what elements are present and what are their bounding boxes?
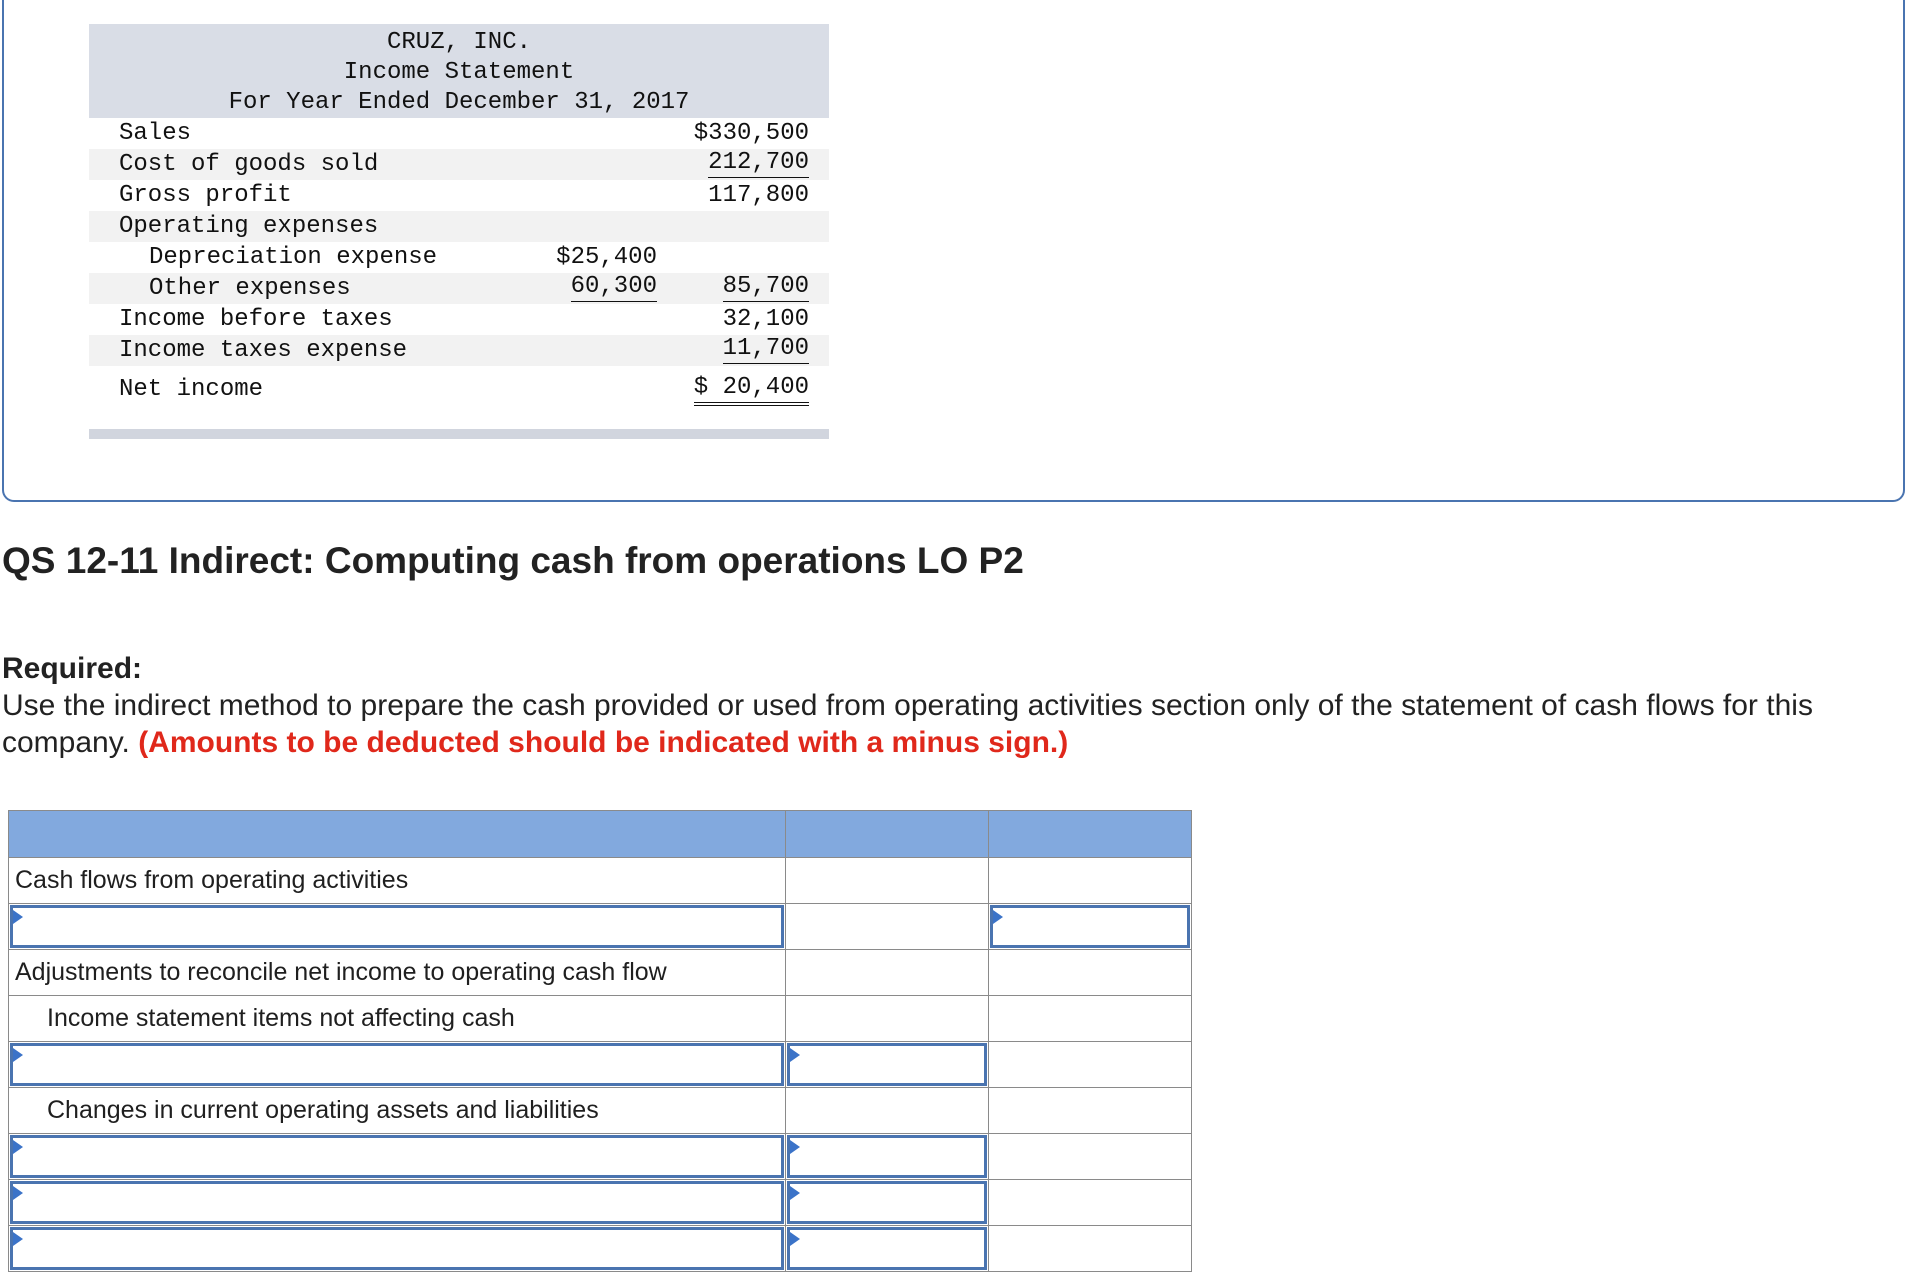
empty-cell (786, 858, 989, 904)
input-cell (9, 1226, 786, 1272)
dropdown-marker-icon (790, 1186, 800, 1200)
is-label: Depreciation expense (149, 244, 438, 271)
table-row (9, 904, 1192, 950)
is-label: Cost of goods sold (119, 151, 379, 178)
row-label: Changes in current operating assets and liabilities (47, 1096, 599, 1124)
row-label-cell (9, 950, 786, 996)
is-amount: $25,400 (556, 244, 657, 271)
empty-cell (989, 858, 1192, 904)
table-row (9, 996, 1192, 1042)
account-select[interactable] (10, 1043, 784, 1086)
is-row-gross-profit (89, 180, 829, 211)
cash-flow-worksheet (8, 810, 1192, 1272)
income-statement (89, 24, 829, 439)
is-row-operating-expenses (89, 211, 829, 242)
is-label: Sales (119, 120, 192, 147)
statement-title: Income Statement (343, 59, 575, 86)
row-label: Adjustments to reconcile net income to operating cash flow (15, 958, 667, 986)
minus-sign-note: (Amounts to be deducted should be indicated with a minus sign.) (138, 726, 1069, 759)
is-label: Net income (119, 376, 264, 403)
empty-cell (989, 1226, 1192, 1272)
is-row-other-expenses (89, 273, 829, 304)
question-title: QS 12-11 Indirect: Computing cash from operations LO P2 (2, 540, 1024, 581)
dropdown-marker-icon (13, 1186, 23, 1200)
is-row-net-income (89, 374, 829, 405)
is-label: Income taxes expense (119, 337, 408, 364)
empty-cell (989, 1042, 1192, 1088)
input-cell (9, 1180, 786, 1226)
dropdown-marker-icon (13, 1232, 23, 1246)
is-amount: 11,700 (722, 335, 809, 362)
statement-period: For Year Ended December 31, 2017 (228, 89, 690, 116)
table-row (9, 950, 1192, 996)
empty-cell (786, 950, 989, 996)
income-statement-header (89, 24, 829, 118)
is-label: Income before taxes (119, 306, 393, 333)
amount-input[interactable] (787, 1135, 987, 1178)
input-cell (786, 1134, 989, 1180)
is-label: Operating expenses (119, 213, 379, 240)
dropdown-marker-icon (13, 910, 23, 924)
row-label: Cash flows from operating activities (15, 866, 409, 894)
row-label-cell (9, 996, 786, 1042)
empty-cell (989, 996, 1192, 1042)
empty-cell (786, 1088, 989, 1134)
dropdown-marker-icon (790, 1140, 800, 1154)
table-row (9, 1134, 1192, 1180)
table-row (9, 1226, 1192, 1272)
table-row (9, 858, 1192, 904)
is-amount: $ 20,400 (694, 374, 809, 406)
empty-cell (989, 1180, 1192, 1226)
worksheet-header-row (9, 811, 1192, 858)
dropdown-marker-icon (13, 1048, 23, 1062)
table-row (9, 1088, 1192, 1134)
amount-input[interactable] (787, 1181, 987, 1224)
account-select[interactable] (10, 1135, 784, 1178)
input-cell (9, 904, 786, 950)
company-name: CRUZ, INC. (386, 29, 532, 56)
table-row (9, 1180, 1192, 1226)
is-row-cogs (89, 149, 829, 180)
empty-cell (989, 1134, 1192, 1180)
requirement (2, 650, 1907, 761)
input-cell (989, 904, 1192, 950)
is-row-income-before-taxes (89, 304, 829, 335)
table-row (9, 1042, 1192, 1088)
empty-cell (786, 996, 989, 1042)
input-cell (786, 1180, 989, 1226)
is-row-depreciation (89, 242, 829, 273)
dropdown-marker-icon (993, 910, 1003, 924)
header-cell (786, 811, 989, 858)
row-label: Income statement items not affecting cash (47, 1004, 515, 1032)
input-cell (786, 1042, 989, 1088)
account-select[interactable] (10, 1227, 784, 1270)
header-cell (989, 811, 1192, 858)
dropdown-marker-icon (790, 1048, 800, 1062)
is-label: Other expenses (149, 275, 351, 302)
empty-cell (989, 950, 1192, 996)
account-select[interactable] (10, 905, 784, 948)
input-cell (9, 1134, 786, 1180)
amount-input[interactable] (990, 905, 1190, 948)
input-cell (786, 1226, 989, 1272)
required-label: Required: (2, 652, 143, 685)
dropdown-marker-icon (13, 1140, 23, 1154)
dropdown-marker-icon (790, 1232, 800, 1246)
header-cell (9, 811, 786, 858)
empty-cell (989, 1088, 1192, 1134)
amount-input[interactable] (787, 1227, 987, 1270)
is-row-sales (89, 118, 829, 149)
account-select[interactable] (10, 1181, 784, 1224)
is-amount: 117,800 (708, 182, 809, 209)
is-amount: 212,700 (708, 149, 809, 176)
row-label-cell (9, 858, 786, 904)
instruction-text: Use the indirect method to prepare the cash provided or used from operating activities section only of the statement of cash flows for this company. (2, 689, 1813, 759)
row-label-cell (9, 1088, 786, 1134)
is-amount: 85,700 (722, 273, 809, 300)
is-amount: 60,300 (570, 273, 657, 300)
income-statement-footer-bar (89, 429, 829, 439)
input-cell (9, 1042, 786, 1088)
is-amount: 32,100 (722, 306, 809, 333)
empty-cell (786, 904, 989, 950)
is-amount: $330,500 (693, 120, 809, 147)
is-row-income-taxes (89, 335, 829, 366)
amount-input[interactable] (787, 1043, 987, 1086)
is-label: Gross profit (119, 182, 292, 209)
